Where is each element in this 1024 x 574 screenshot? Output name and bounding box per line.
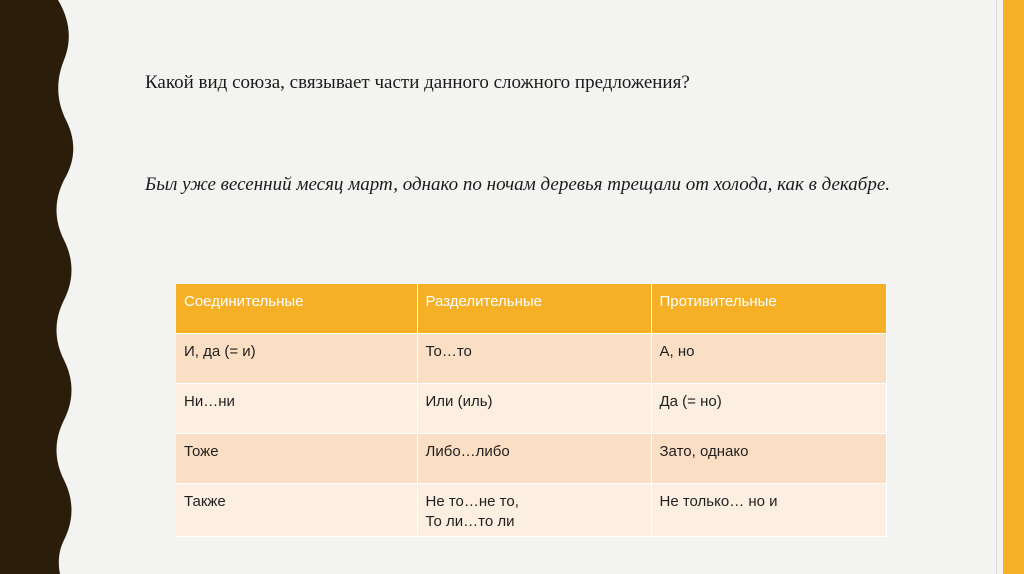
table-cell: Либо…либо <box>417 434 651 484</box>
example-sentence: Был уже весенний месяц март, однако по ночам деревья трещали от холода, как в декабре. <box>145 174 891 195</box>
table-row <box>176 484 886 537</box>
question-text: Какой вид союза, связывает части данного сложного предложения? <box>145 72 690 93</box>
wavy-left-border <box>0 0 80 574</box>
header-disjunctive: Разделительные <box>417 284 651 334</box>
table-row <box>176 334 886 384</box>
table-row <box>176 384 886 434</box>
table-header-row <box>176 284 886 334</box>
table-cell: Не только… но и <box>651 484 886 537</box>
right-accent-stripe <box>1003 0 1024 574</box>
table-cell: Или (иль) <box>417 384 651 434</box>
conjunction-table <box>176 284 887 537</box>
header-adversative: Противительные <box>651 284 886 334</box>
table-cell: А, но <box>651 334 886 384</box>
table-cell <box>417 484 651 537</box>
header-connective: Соединительные <box>176 284 417 334</box>
table-cell: Ни…ни <box>176 384 417 434</box>
right-divider <box>996 0 997 574</box>
table-cell: Да (= но) <box>651 384 886 434</box>
table-cell: И, да (= и) <box>176 334 417 384</box>
table-cell-line: То ли…то ли <box>425 513 515 530</box>
table-row <box>176 434 886 484</box>
table-cell: Также <box>176 484 417 537</box>
table-cell: Зато, однако <box>651 434 886 484</box>
table-cell: То…то <box>417 334 651 384</box>
table-cell-line: Не то…не то, <box>425 493 519 510</box>
table-cell: Тоже <box>176 434 417 484</box>
